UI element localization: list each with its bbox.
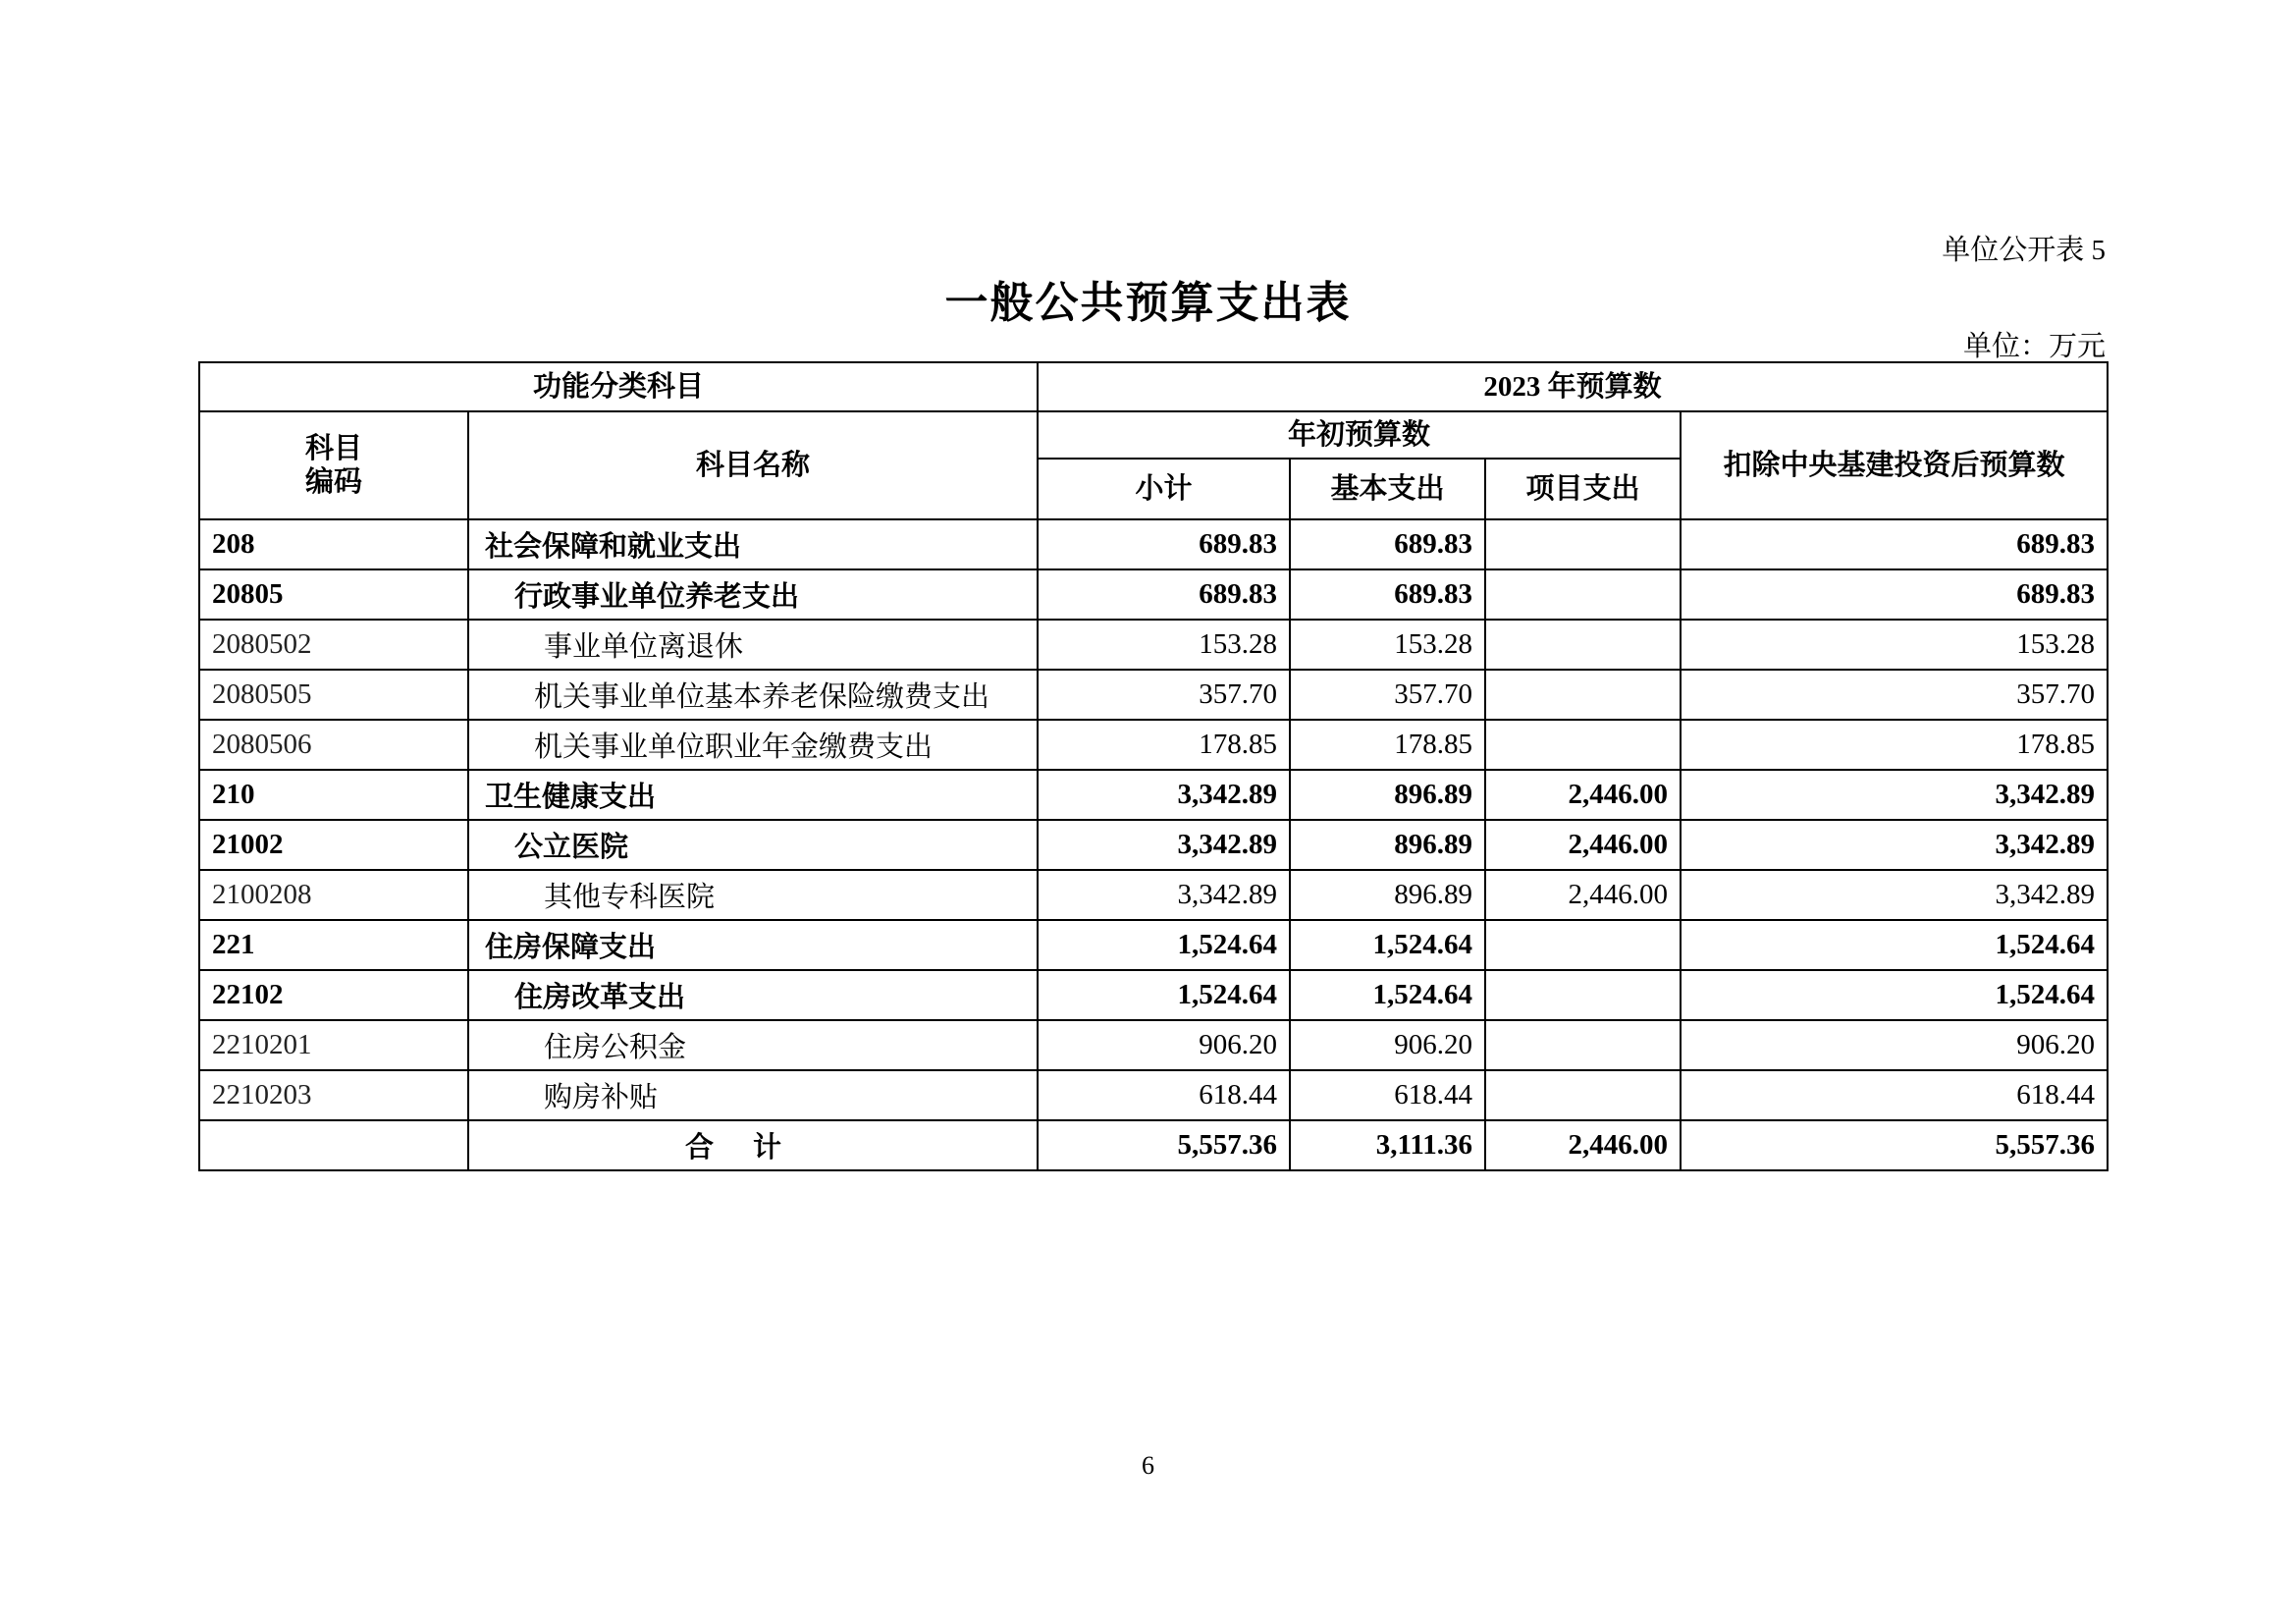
row-basic: 689.83 (1290, 519, 1485, 569)
header-budget-year: 2023 年预算数 (1038, 362, 2108, 411)
row-name: 购房补贴 (468, 1070, 1038, 1120)
total-subtotal: 5,557.36 (1038, 1120, 1290, 1170)
row-subtotal: 357.70 (1038, 670, 1290, 720)
row-subtotal: 1,524.64 (1038, 970, 1290, 1020)
table-row (199, 770, 2108, 820)
total-project: 2,446.00 (1485, 1120, 1681, 1170)
total-label: 合计 (468, 1120, 1038, 1170)
page-title: 一般公共预算支出表 (944, 279, 1352, 327)
row-code: 2210201 (199, 1020, 468, 1070)
row-subtotal: 3,342.89 (1038, 820, 1290, 870)
row-name: 住房公积金 (468, 1020, 1038, 1070)
header-functional: 功能分类科目 (199, 362, 1038, 411)
row-basic: 689.83 (1290, 569, 1485, 620)
row-name: 机关事业单位职业年金缴费支出 (468, 720, 1038, 770)
row-project (1485, 970, 1681, 1020)
row-subtotal: 3,342.89 (1038, 770, 1290, 820)
header-name: 科目名称 (468, 411, 1038, 519)
page-number: 6 (1142, 1451, 1154, 1480)
row-project (1485, 670, 1681, 720)
row-basic: 1,524.64 (1290, 920, 1485, 970)
table-row (199, 620, 2108, 670)
row-name: 事业单位离退休 (468, 620, 1038, 670)
row-project: 2,446.00 (1485, 870, 1681, 920)
row-subtotal: 153.28 (1038, 620, 1290, 670)
table-row (199, 1070, 2108, 1120)
row-basic: 178.85 (1290, 720, 1485, 770)
header-project: 项目支出 (1485, 459, 1681, 519)
row-code: 20805 (199, 569, 468, 620)
row-code: 2210203 (199, 1070, 468, 1120)
header-after-deduction: 扣除中央基建投资后预算数 (1681, 411, 2108, 519)
row-name: 住房保障支出 (468, 920, 1038, 970)
row-name: 公立医院 (468, 820, 1038, 870)
row-after: 689.83 (1681, 519, 2108, 569)
row-code: 22102 (199, 970, 468, 1020)
table-row (199, 820, 2108, 870)
row-project (1485, 720, 1681, 770)
row-project: 2,446.00 (1485, 820, 1681, 870)
row-after: 1,524.64 (1681, 920, 2108, 970)
row-basic: 1,524.64 (1290, 970, 1485, 1020)
row-subtotal: 3,342.89 (1038, 870, 1290, 920)
row-basic: 896.89 (1290, 870, 1485, 920)
row-name: 住房改革支出 (468, 970, 1038, 1020)
row-basic: 896.89 (1290, 770, 1485, 820)
budget-table (198, 361, 2109, 1171)
row-subtotal: 618.44 (1038, 1070, 1290, 1120)
row-after: 153.28 (1681, 620, 2108, 670)
table-row (199, 519, 2108, 569)
row-project: 2,446.00 (1485, 770, 1681, 820)
row-code: 208 (199, 519, 468, 569)
row-basic: 906.20 (1290, 1020, 1485, 1070)
row-after: 689.83 (1681, 569, 2108, 620)
row-name: 机关事业单位基本养老保险缴费支出 (468, 670, 1038, 720)
row-code: 21002 (199, 820, 468, 870)
row-project (1485, 920, 1681, 970)
total-row (199, 1120, 2108, 1170)
row-after: 3,342.89 (1681, 820, 2108, 870)
row-basic: 618.44 (1290, 1070, 1485, 1120)
row-name: 其他专科医院 (468, 870, 1038, 920)
form-code: 单位公开表 5 (1942, 235, 2106, 266)
row-name: 行政事业单位养老支出 (468, 569, 1038, 620)
total-after: 5,557.36 (1681, 1120, 2108, 1170)
row-name: 社会保障和就业支出 (468, 519, 1038, 569)
row-name: 卫生健康支出 (468, 770, 1038, 820)
row-after: 357.70 (1681, 670, 2108, 720)
row-project (1485, 1070, 1681, 1120)
header-code: 科目 编码 (199, 411, 468, 519)
row-after: 3,342.89 (1681, 870, 2108, 920)
row-after: 3,342.89 (1681, 770, 2108, 820)
table-row (199, 970, 2108, 1020)
row-subtotal: 689.83 (1038, 519, 1290, 569)
header-initial: 年初预算数 (1038, 411, 1681, 459)
row-code: 210 (199, 770, 468, 820)
row-after: 906.20 (1681, 1020, 2108, 1070)
row-project (1485, 620, 1681, 670)
row-basic: 357.70 (1290, 670, 1485, 720)
row-subtotal: 689.83 (1038, 569, 1290, 620)
row-code: 2080502 (199, 620, 468, 670)
total-code-empty (199, 1120, 468, 1170)
row-code: 2080506 (199, 720, 468, 770)
row-project (1485, 519, 1681, 569)
row-code: 221 (199, 920, 468, 970)
table-row (199, 870, 2108, 920)
row-project (1485, 569, 1681, 620)
row-subtotal: 906.20 (1038, 1020, 1290, 1070)
row-after: 178.85 (1681, 720, 2108, 770)
table-row (199, 920, 2108, 970)
table-row (199, 569, 2108, 620)
row-project (1485, 1020, 1681, 1070)
row-basic: 153.28 (1290, 620, 1485, 670)
row-code: 2080505 (199, 670, 468, 720)
header-basic: 基本支出 (1290, 459, 1485, 519)
table-row (199, 1020, 2108, 1070)
row-after: 1,524.64 (1681, 970, 2108, 1020)
table-row (199, 720, 2108, 770)
row-subtotal: 1,524.64 (1038, 920, 1290, 970)
table-row (199, 670, 2108, 720)
row-subtotal: 178.85 (1038, 720, 1290, 770)
total-basic: 3,111.36 (1290, 1120, 1485, 1170)
header-subtotal: 小计 (1038, 459, 1290, 519)
unit-note: 单位：万元 (1962, 331, 2106, 362)
row-after: 618.44 (1681, 1070, 2108, 1120)
row-code: 2100208 (199, 870, 468, 920)
row-basic: 896.89 (1290, 820, 1485, 870)
